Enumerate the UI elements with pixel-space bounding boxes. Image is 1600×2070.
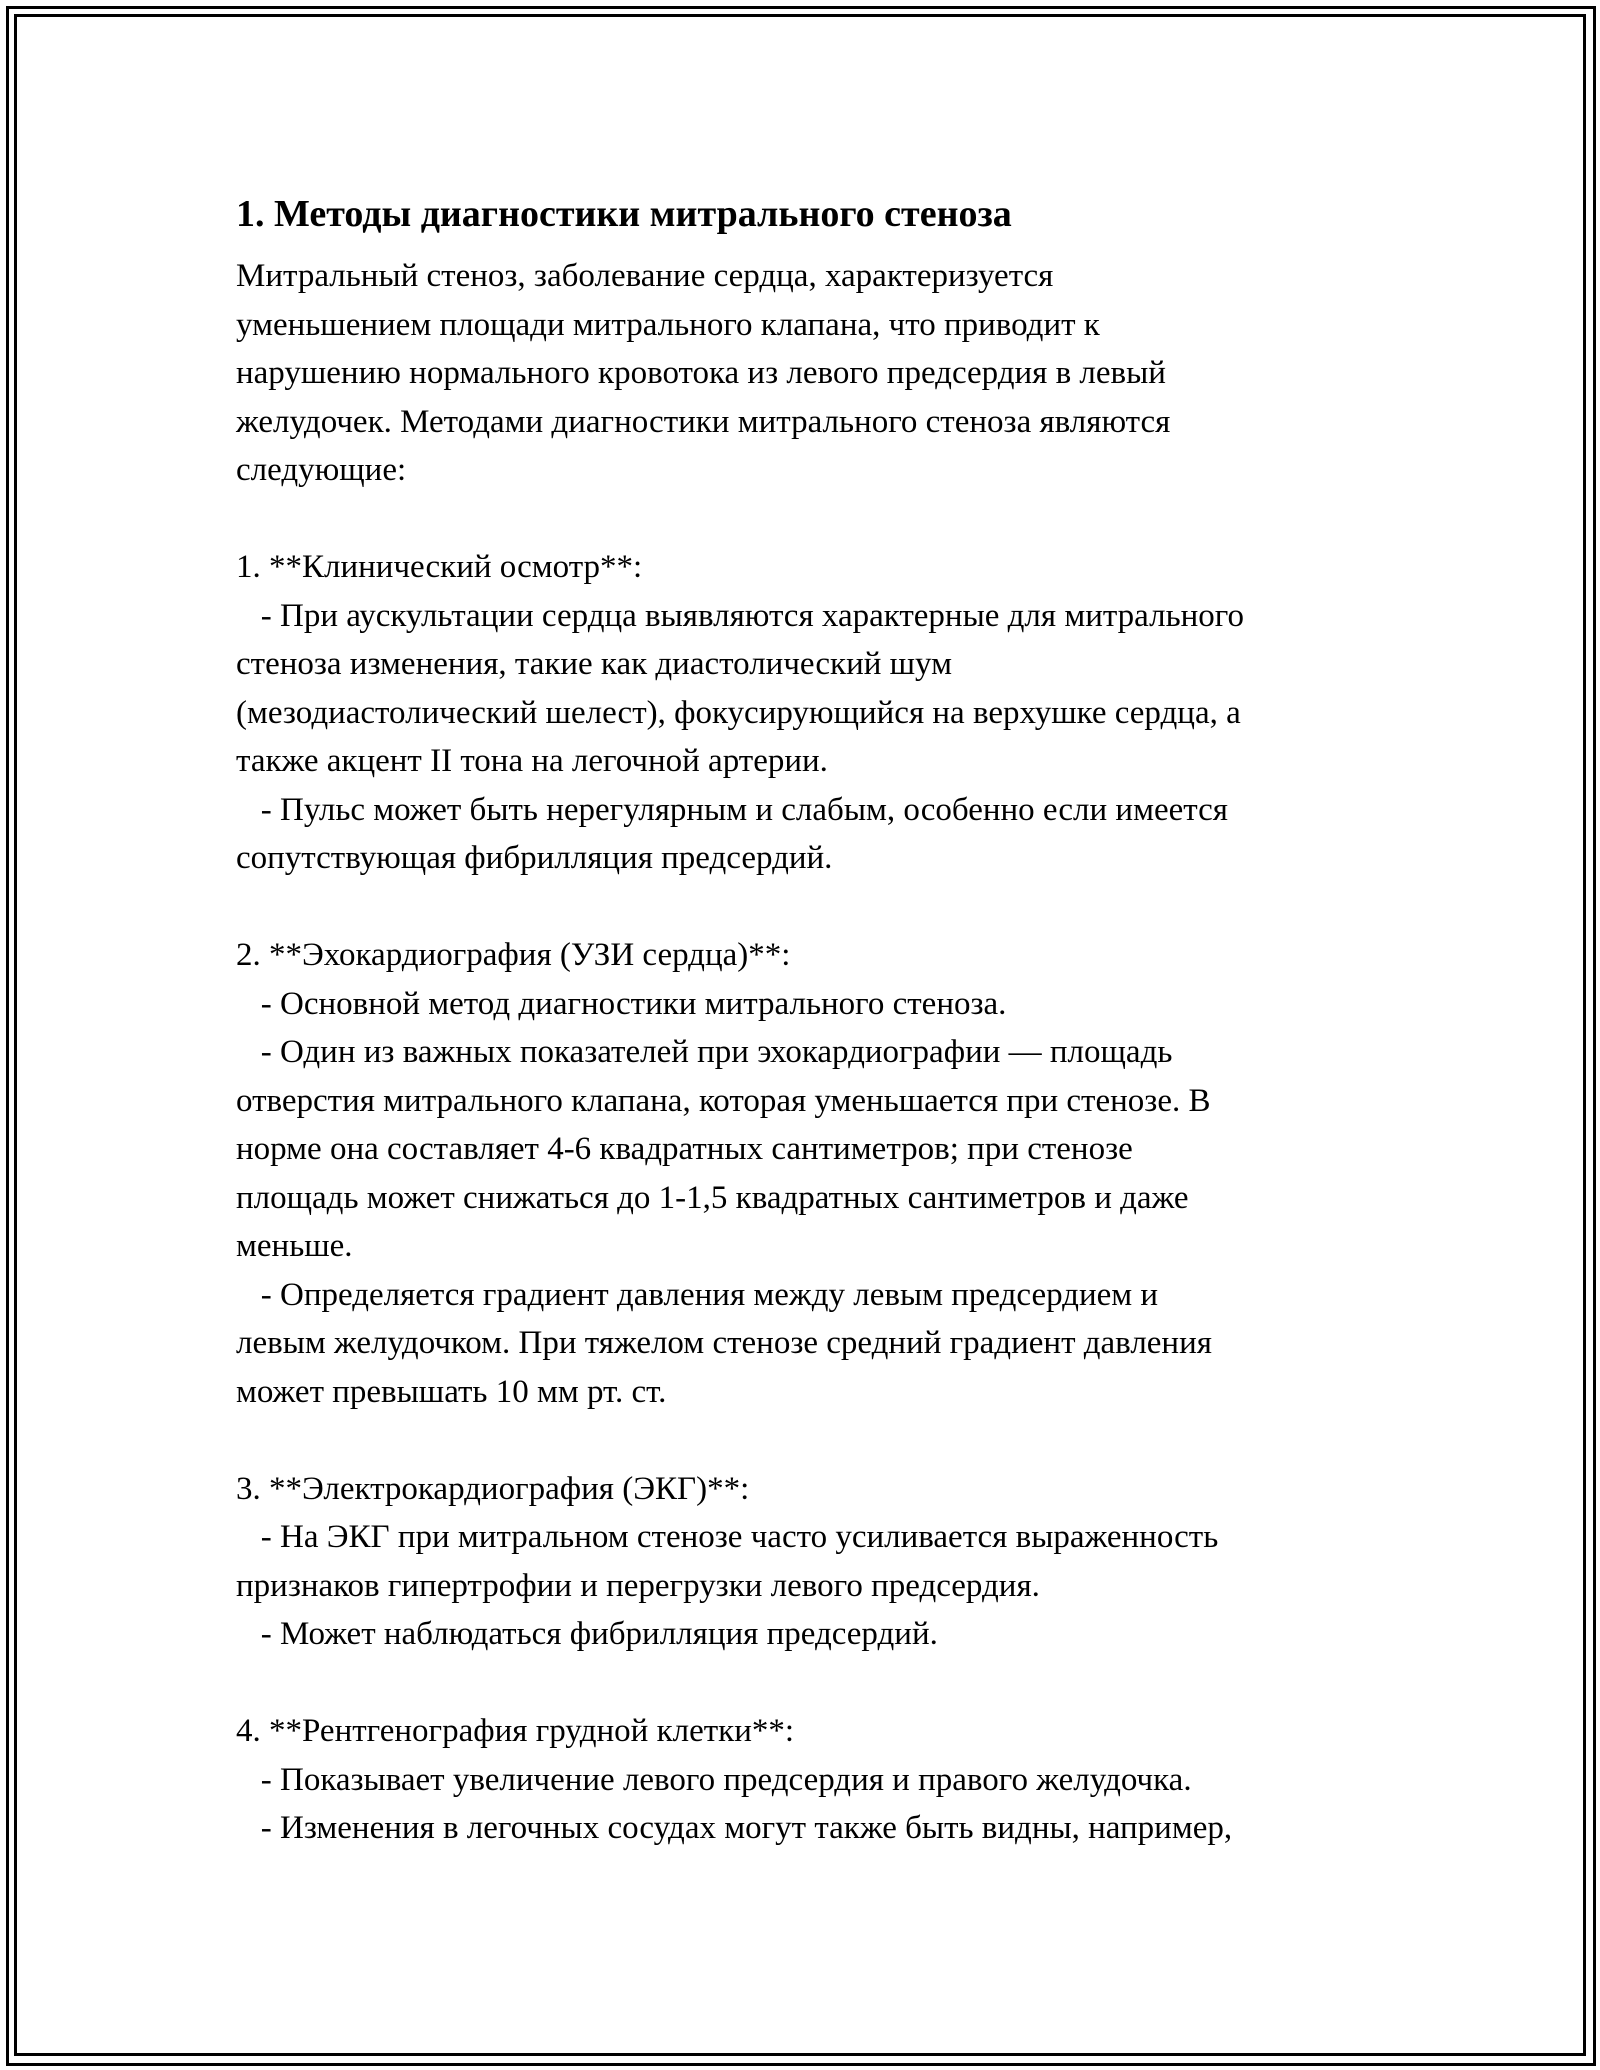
document-body: Митральный стеноз, заболевание сердца, характеризуется уменьшением площади митрального клапана, что приводит к нарушению нормального кровотока из левого предсердия в левый желудочек. Методами диагностики митрального стеноза являются следующие: 1. **Клинический осмотр**: - При аускультации сердца выявляются характерные для митрального стеноза изменения, такие как диастолический шум (мезодиастолический шелест), фокусирующийся на верхушке сердца, а также акцент II тона на легочной артерии. - Пульс может быть нерегулярным и слабым, особенно если имеется сопутствующая фибрилляция предсердий. 2. **Эхокардиография (УЗИ сердца)**: - Основной метод диагностики митрального стеноза. - Один из важных показателей при эхокардиографии — площадь отверстия митрального клапана, которая уменьшается при стенозе. В норме она составляет 4-6 квадратных сантиметров; при стенозе площадь может снижаться до 1-1,5 квадратных сантиметров и даже меньше. - Определяется градиент давления между левым предсердием и левым желудочком. При тяжелом стенозе средний градиент давления может превышать 10 мм рт. ст. 3. **Электрокардиография (ЭКГ)**: - На ЭКГ при митральном стенозе часто усиливается выраженность признаков гипертрофии и перегрузки левого предсердия. - Может наблюдаться фибрилляция предсердий. 4. **Рентгенография грудной клетки**: - Показывает увеличение левого предсердия и правого желудочка. - Изменения в легочных сосудах могут также быть видны, например, bbox=[236, 258, 1245, 1846]
document-title: 1. Методы диагностики митрального стеноза bbox=[236, 193, 1012, 235]
document-content bbox=[236, 186, 1386, 1853]
